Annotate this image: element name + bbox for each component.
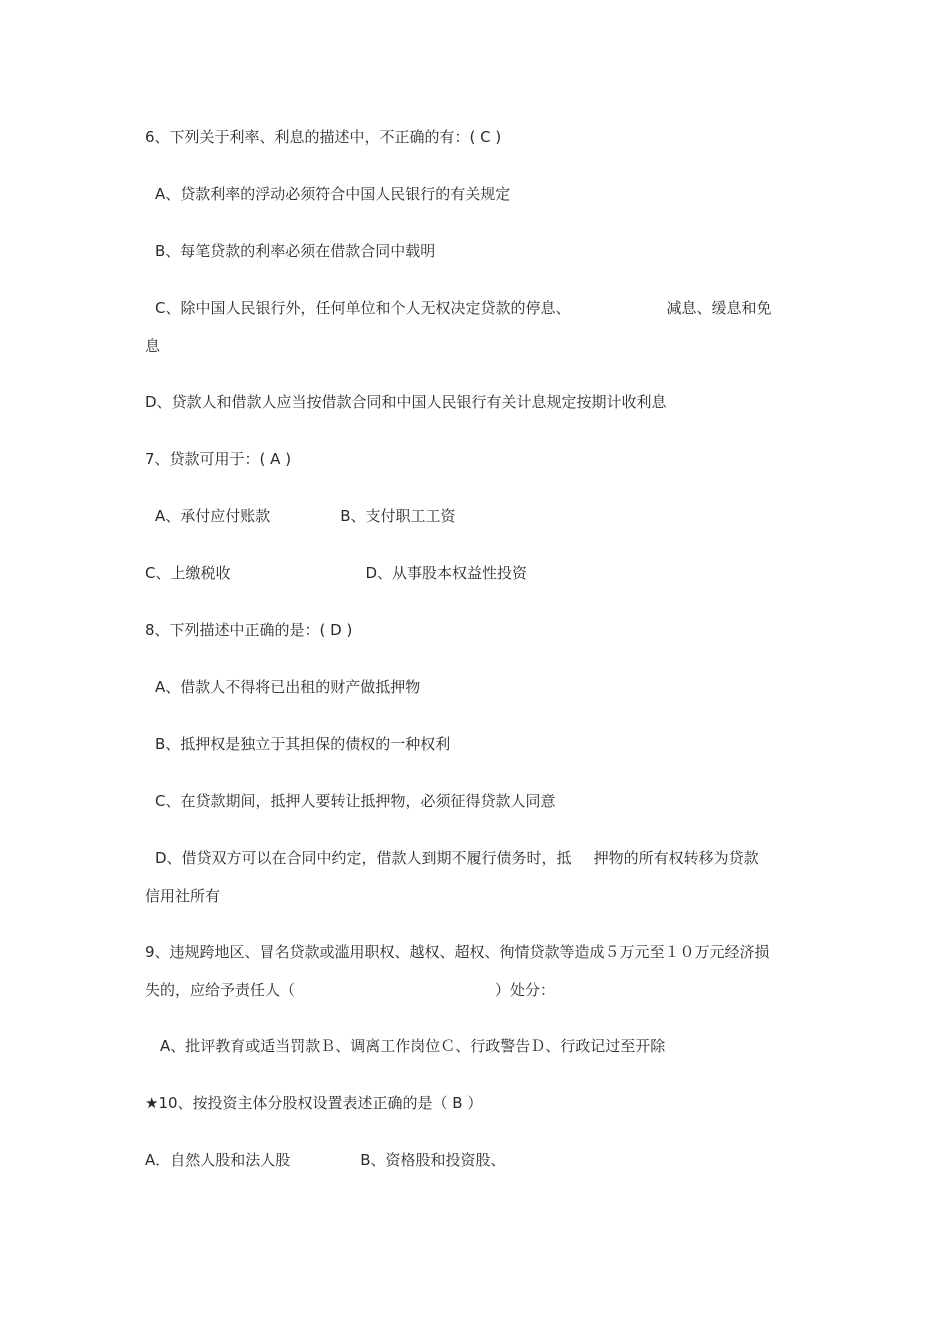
question-7-option-a: A、承付应付账款 bbox=[155, 507, 271, 525]
question-7-option-d: D、从事股本权益性投资 bbox=[365, 564, 528, 582]
question-8-option-b: B、抵押权是独立于其担保的债权的一种权利 bbox=[155, 735, 451, 753]
question-8-option-c: C、在贷款期间，抵押人要转让抵押物，必须征得贷款人同意 bbox=[155, 792, 556, 810]
question-8-stem: 8、下列描述中正确的是：( D ) bbox=[145, 621, 353, 639]
question-9-stem-continuation bbox=[145, 980, 555, 1000]
question-6-option-c-part1: C、除中国人民银行外，任何单位和个人无权决定贷款的停息、 bbox=[155, 299, 571, 317]
question-6-option-d: D、贷款人和借款人应当按借款合同和中国人民银行有关计息规定按期计收利息 bbox=[145, 393, 667, 411]
question-7-options-cd bbox=[145, 563, 527, 583]
question-9-stem-cont-part1: 失的，应给予责任人（ bbox=[145, 981, 296, 999]
question-6-option-c bbox=[155, 298, 772, 318]
question-8-option-d-part2: 押物的所有权转移为贷款 bbox=[593, 849, 759, 867]
question-6-option-b: B、每笔贷款的利率必须在借款合同中载明 bbox=[155, 242, 436, 260]
question-8-option-d-part1: D、借贷双方可以在合同中约定，借款人到期不履行债务时，抵 bbox=[155, 849, 572, 867]
question-9-stem: 9、违规跨地区、冒名贷款或滥用职权、越权、超权、徇情贷款等造成５万元至１０万元经济损 bbox=[145, 943, 770, 961]
question-7-stem: 7、贷款可用于：( A ) bbox=[145, 450, 292, 468]
question-7-options-ab bbox=[155, 506, 456, 526]
question-10-option-a: A．自然人股和法人股 bbox=[145, 1151, 291, 1169]
question-8-option-d bbox=[155, 848, 759, 868]
question-10-option-b: B、资格股和投资股、 bbox=[360, 1151, 506, 1169]
question-10-options-ab bbox=[145, 1150, 506, 1170]
question-8-option-a: A、借款人不得将已出租的财产做抵押物 bbox=[155, 678, 421, 696]
question-6-option-a: A、贷款利率的浮动必须符合中国人民银行的有关规定 bbox=[155, 185, 511, 203]
question-6-option-c-part2: 减息、缓息和免 bbox=[666, 299, 772, 317]
question-10-stem: ★10、按投资主体分股权设置表述正确的是（ B ） bbox=[145, 1094, 483, 1112]
question-6-option-c-continuation: 息 bbox=[145, 337, 161, 355]
question-7-option-c: C、上缴税收 bbox=[145, 564, 231, 582]
question-7-option-b: B、支付职工工资 bbox=[340, 507, 456, 525]
question-6-stem: 6、下列关于利率、利息的描述中，不正确的有：( C ) bbox=[145, 128, 502, 146]
question-9-options: A、批评教育或适当罚款Ｂ、调离工作岗位Ｃ、行政警告Ｄ、行政记过至开除 bbox=[160, 1037, 666, 1055]
question-9-stem-cont-part2: ）处分： bbox=[495, 981, 556, 999]
question-8-option-d-continuation: 信用社所有 bbox=[145, 887, 221, 905]
